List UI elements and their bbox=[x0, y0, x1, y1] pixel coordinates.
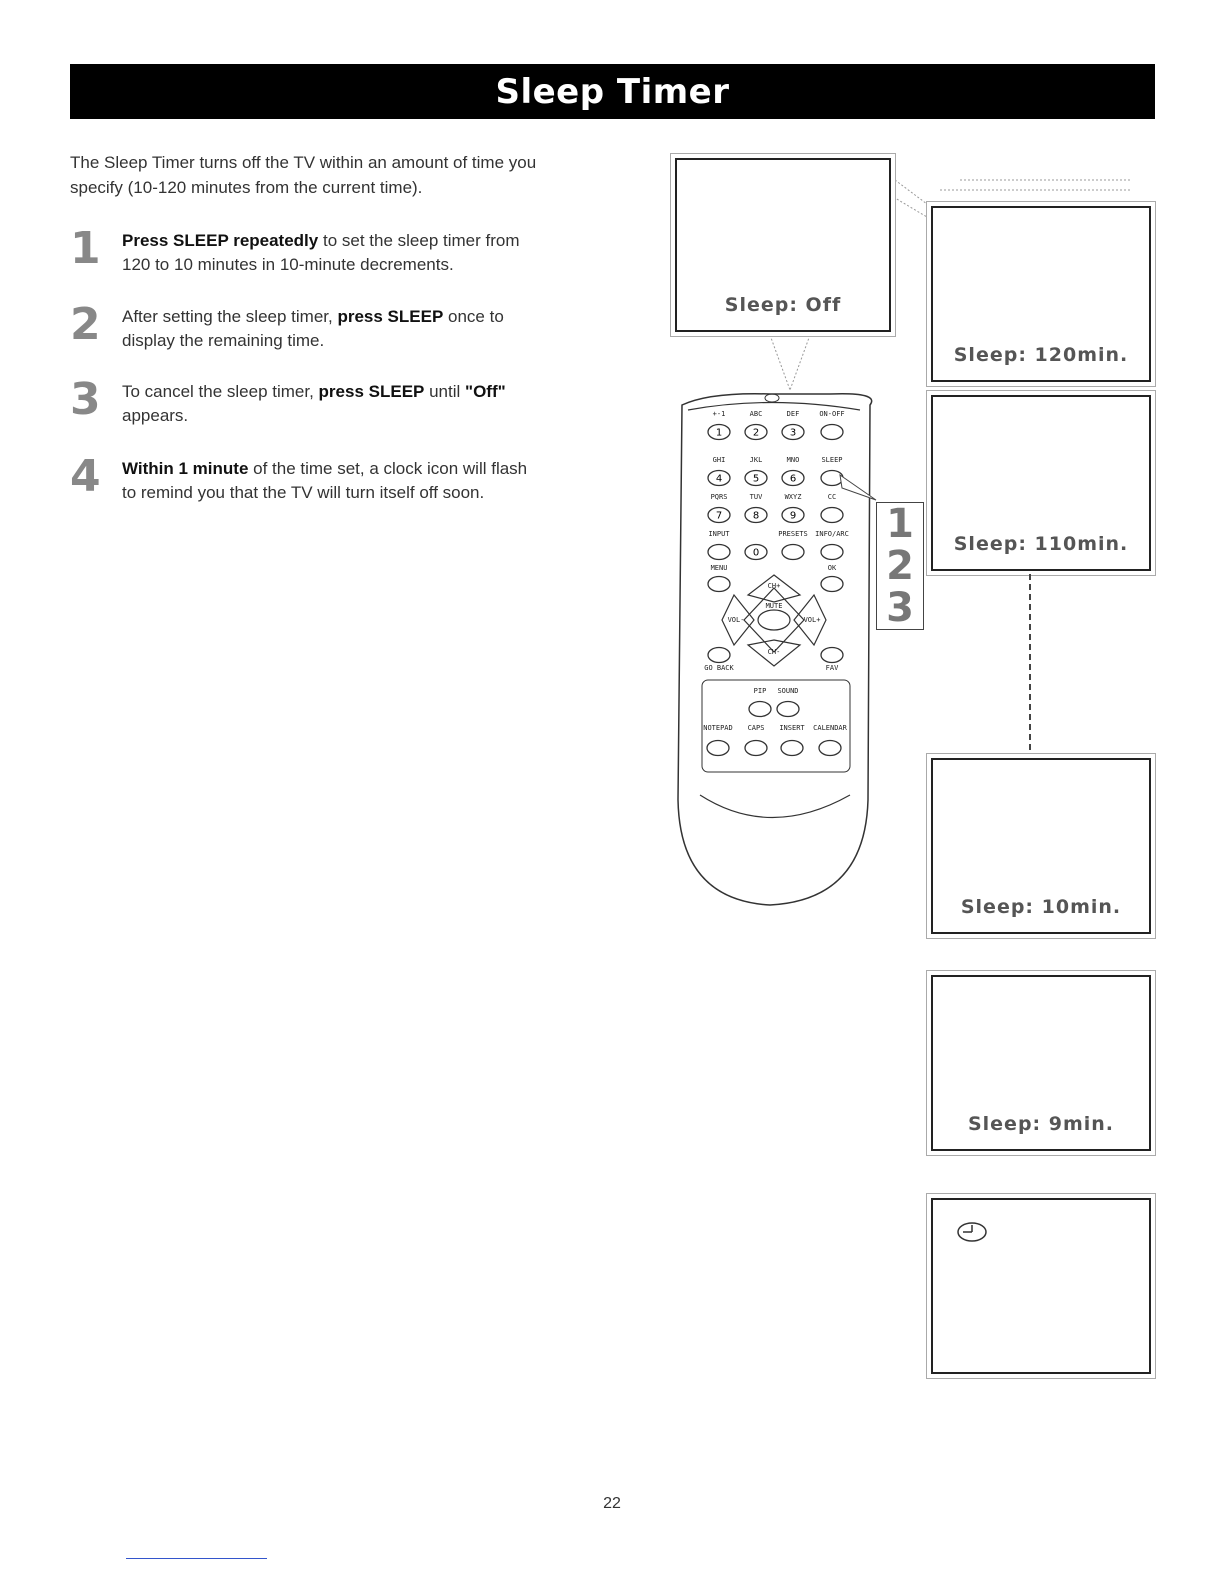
button-digit: 9 bbox=[789, 510, 797, 522]
step-text: Within 1 minute of the time set, a clock icon will flash to remind you that the TV will turn itself off soon. bbox=[122, 459, 528, 502]
callout-number: 1 bbox=[886, 501, 914, 547]
mute-label: MUTE bbox=[765, 602, 783, 610]
callout-number: 3 bbox=[886, 585, 914, 631]
remote-key-label: PRESETS bbox=[778, 530, 808, 538]
tv-screen-clock bbox=[931, 1198, 1151, 1374]
step-text: To cancel the sleep timer, press SLEEP until "Off" appears. bbox=[122, 382, 506, 425]
callout-number: 2 bbox=[886, 543, 914, 589]
step-text: Press SLEEP repeatedly to set the sleep timer from 120 to 10 minutes in 10-minute decrements. bbox=[122, 231, 520, 274]
bottom-key-label: CALENDAR bbox=[813, 724, 847, 732]
screen-label: Sleep: 110min. bbox=[953, 533, 1129, 555]
sound-label: SOUND bbox=[777, 687, 799, 695]
remote-key-label: PQRS bbox=[710, 493, 728, 501]
remote-control bbox=[670, 370, 930, 915]
screen-label: Sleep: 10min. bbox=[960, 896, 1122, 918]
step-number: 2 bbox=[70, 299, 101, 350]
remote-key-label: GHI bbox=[712, 456, 726, 464]
step-number: 4 bbox=[70, 451, 101, 502]
step-text: After setting the sleep timer, press SLEEP once to display the remaining time. bbox=[122, 307, 504, 350]
remote-key-label: SLEEP bbox=[821, 456, 843, 464]
menu-label: MENU bbox=[710, 564, 728, 572]
button-digit: 8 bbox=[752, 510, 760, 522]
pip-label: PIP bbox=[753, 687, 767, 695]
step-number: 3 bbox=[70, 374, 101, 425]
screen-label: Sleep: 120min. bbox=[953, 344, 1129, 366]
button-digit: 1 bbox=[715, 427, 723, 439]
page-number: 22 bbox=[603, 1495, 621, 1512]
remote-key-label: TUV bbox=[749, 493, 763, 501]
bottom-key-label: NOTEPAD bbox=[703, 724, 733, 732]
button-digit: 6 bbox=[789, 473, 797, 485]
tv-screen-110 bbox=[931, 395, 1151, 571]
go-back-label: GO BACK bbox=[704, 664, 734, 672]
clock-icon bbox=[955, 1220, 989, 1244]
remote-labels bbox=[670, 370, 930, 915]
remote-key-label: INPUT bbox=[708, 530, 730, 538]
button-digit: 7 bbox=[715, 510, 723, 522]
button-digit: 3 bbox=[789, 427, 797, 439]
remote-key-label: ABC bbox=[749, 410, 763, 418]
remote-key-label: +-1 bbox=[712, 410, 726, 418]
tv-screen-120 bbox=[931, 206, 1151, 382]
remote-key-label: CC bbox=[827, 493, 837, 501]
step-number: 1 bbox=[70, 223, 101, 274]
button-digit: 4 bbox=[715, 473, 723, 485]
vol-minus-label: VOL- bbox=[727, 616, 745, 624]
intro-text: The Sleep Timer turns off the TV within an amount of time you specify (10-120 minutes from the current time). bbox=[70, 153, 537, 197]
remote-key-label: WXYZ bbox=[784, 493, 802, 501]
remote-key-label: INFO/ARC bbox=[815, 530, 849, 538]
bottom-key-label: CAPS bbox=[747, 724, 765, 732]
vol-plus-label: VOL+ bbox=[803, 616, 821, 624]
remote-key-label: JKL bbox=[749, 456, 763, 464]
tv-screen-9 bbox=[931, 975, 1151, 1151]
bottom-key-label: INSERT bbox=[779, 724, 805, 732]
tv-screen-10 bbox=[931, 758, 1151, 934]
button-digit: 5 bbox=[752, 473, 760, 485]
callout-pointer bbox=[820, 470, 890, 530]
tv-screen-off bbox=[675, 158, 891, 332]
title-bar bbox=[70, 64, 1155, 119]
continuation-line bbox=[1029, 574, 1031, 750]
footer-rule bbox=[126, 1558, 267, 1559]
button-digit: 0 bbox=[752, 547, 760, 559]
ok-label: OK bbox=[827, 564, 837, 572]
ch-up-label: CH+ bbox=[767, 582, 781, 590]
screen-label: Sleep: Off bbox=[724, 294, 842, 316]
remote-key-label: MNO bbox=[786, 456, 800, 464]
page-title: Sleep Timer bbox=[495, 71, 730, 112]
fav-label: FAV bbox=[825, 664, 839, 672]
ch-down-label: CH- bbox=[767, 648, 781, 656]
remote-key-label: ON-OFF bbox=[819, 410, 845, 418]
screen-label: Sleep: 9min. bbox=[967, 1113, 1115, 1135]
button-digit: 2 bbox=[752, 427, 760, 439]
remote-key-label: DEF bbox=[786, 410, 800, 418]
